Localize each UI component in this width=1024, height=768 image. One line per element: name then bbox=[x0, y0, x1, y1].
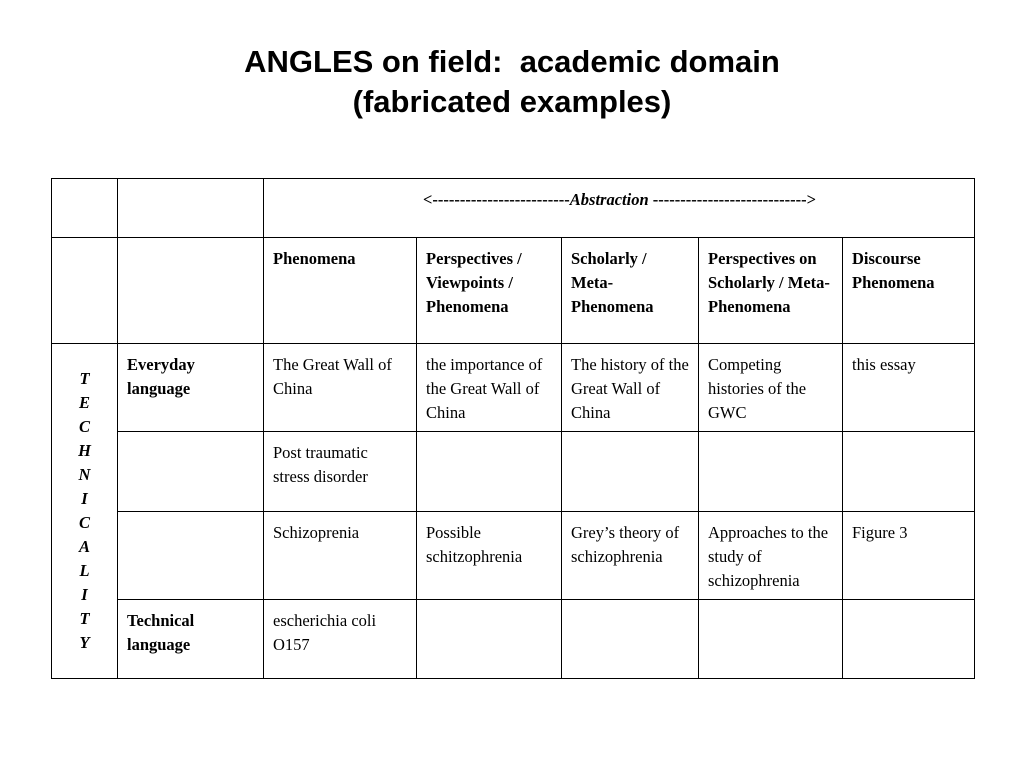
table-row bbox=[52, 512, 975, 600]
table-cell: The history of the Great Wall of China bbox=[562, 344, 699, 432]
column-header: Perspectives / Viewpoints / Phenomena bbox=[417, 238, 562, 344]
title-line-2: (fabricated examples) bbox=[352, 84, 672, 119]
abstraction-arrow-right: ----------------------------> bbox=[648, 190, 817, 209]
technicality-letter: L bbox=[79, 561, 90, 580]
table-row bbox=[52, 344, 975, 432]
column-header: Scholarly / Meta-Phenomena bbox=[562, 238, 699, 344]
column-header: Phenomena bbox=[264, 238, 417, 344]
table-cell: Figure 3 bbox=[843, 512, 975, 600]
technicality-letter: H bbox=[78, 441, 91, 460]
technicality-letter: I bbox=[81, 489, 88, 508]
row-label: Technical language bbox=[118, 600, 264, 679]
empty-corner-cell bbox=[52, 238, 118, 344]
technicality-letter: Y bbox=[79, 633, 90, 652]
table-cell bbox=[699, 600, 843, 679]
abstraction-label: Abstraction bbox=[569, 190, 649, 209]
empty-corner-cell bbox=[52, 179, 118, 238]
row-label bbox=[118, 512, 264, 600]
table-cell bbox=[699, 432, 843, 512]
table-cell bbox=[843, 432, 975, 512]
technicality-letter: A bbox=[78, 537, 90, 556]
table-cell: Possible schitzophrenia bbox=[417, 512, 562, 600]
empty-corner-cell bbox=[118, 238, 264, 344]
table-cell: Post traumatic stress disorder bbox=[264, 432, 417, 512]
empty-corner-cell bbox=[118, 179, 264, 238]
table-cell: escherichia coli O157 bbox=[264, 600, 417, 679]
technicality-letter: T bbox=[79, 609, 90, 628]
column-header: Perspectives on Scholarly / Meta-Phenomena bbox=[699, 238, 843, 344]
column-header-row bbox=[52, 238, 975, 344]
table-cell: the importance of the Great Wall of China bbox=[417, 344, 562, 432]
technicality-letter: C bbox=[78, 513, 90, 532]
table-row bbox=[52, 432, 975, 512]
technicality-letter: T bbox=[79, 369, 90, 388]
table-cell bbox=[562, 432, 699, 512]
title-line-1: ANGLES on field: academic domain bbox=[244, 44, 780, 79]
technicality-letter: C bbox=[78, 417, 90, 436]
table-cell: this essay bbox=[843, 344, 975, 432]
table-cell: Grey’s theory of schizophrenia bbox=[562, 512, 699, 600]
technicality-letter: N bbox=[78, 465, 91, 484]
abstraction-row bbox=[52, 179, 975, 238]
table-row bbox=[52, 600, 975, 679]
abstraction-header bbox=[264, 179, 975, 238]
abstraction-arrow-left: <------------------------- bbox=[422, 190, 570, 209]
row-label: Everyday language bbox=[118, 344, 264, 432]
technicality-axis-label bbox=[52, 344, 118, 679]
table-cell: Competing histories of the GWC bbox=[699, 344, 843, 432]
column-header: Discourse Phenomena bbox=[843, 238, 975, 344]
table-cell bbox=[417, 432, 562, 512]
technicality-letter: E bbox=[78, 393, 90, 412]
angles-table bbox=[51, 178, 975, 679]
table-cell bbox=[417, 600, 562, 679]
slide-title bbox=[0, 42, 1024, 122]
table-cell: The Great Wall of China bbox=[264, 344, 417, 432]
table-cell: Schizoprenia bbox=[264, 512, 417, 600]
table-cell bbox=[562, 600, 699, 679]
technicality-letter: I bbox=[81, 585, 88, 604]
table-cell bbox=[843, 600, 975, 679]
row-label bbox=[118, 432, 264, 512]
table-cell: Approaches to the study of schizophrenia bbox=[699, 512, 843, 600]
